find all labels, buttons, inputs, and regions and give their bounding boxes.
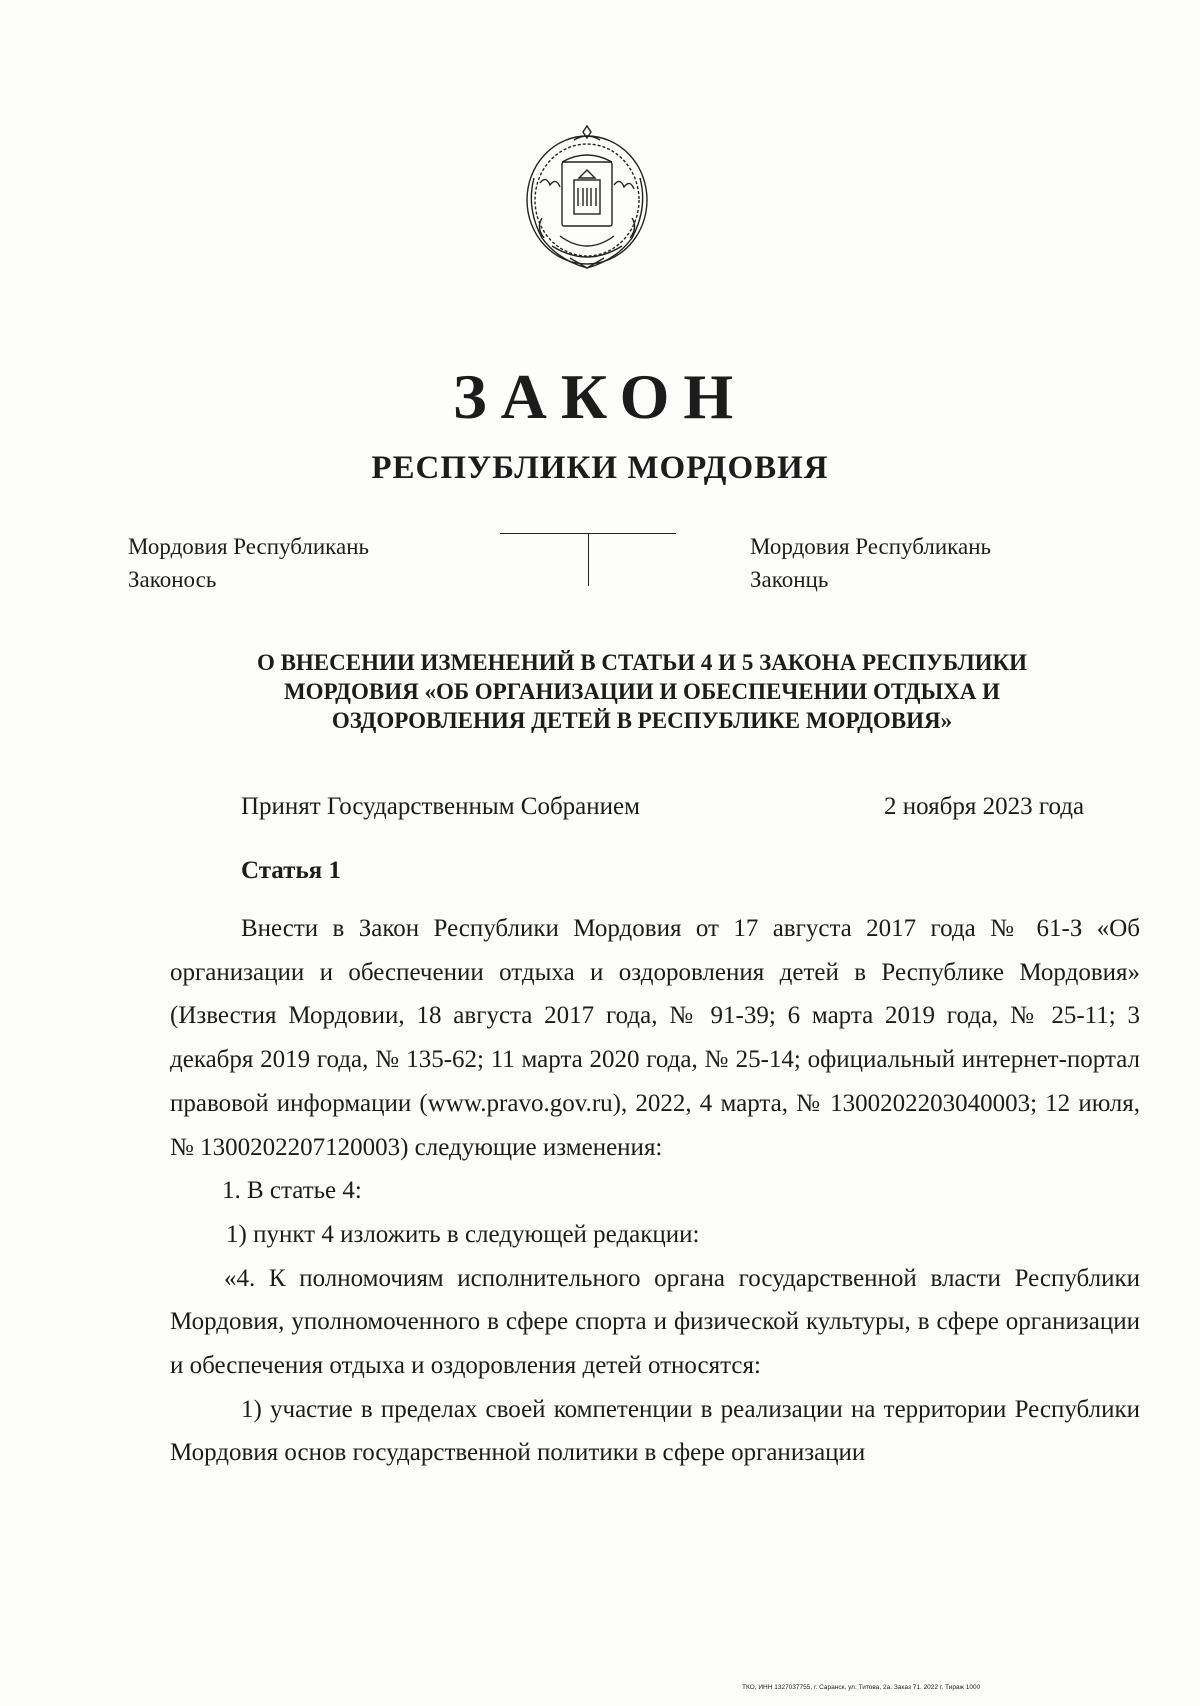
body-paragraph: Внести в Закон Республики Мордовия от 17 августа 2017 года № 61-З «Об организации и обеспечении отдыха и оздоровления детей в Республике Мордовия» (Известия Мордовии, 18 августа 2017 года, № 91-39; 6 марта 2019 года, № 25-11; 3 декабря 2019 года, № 135-62; 11 марта 2020 года, № 25-14; официальный интернет-портал правовой информации (www.pravo.gov.ru), 2022, 4 марта, № 1300202203040003; 12 июля, № 1300202207120003) следующие изменения: — [170, 915, 1140, 1161]
article-body — [170, 907, 1140, 1475]
coat-of-arms-icon — [512, 118, 662, 278]
left-label-line2: Законось — [128, 567, 217, 592]
document-type-heading: ЗАКОН — [452, 361, 748, 432]
adoption-statement: Принят Государственным Собранием — [241, 793, 640, 820]
right-label-block — [750, 530, 991, 596]
body-paragraph: 1) пункт 4 изложить в следующей редакции: — [226, 1220, 700, 1248]
issuing-authority-heading: РЕСПУБЛИКИ МОРДОВИЯ — [371, 450, 829, 486]
right-label-line2: Законць — [750, 567, 829, 592]
number-field-divider — [588, 533, 589, 586]
law-title-line2: МОРДОВИЯ «ОБ ОРГАНИЗАЦИИ И ОБЕСПЕЧЕНИИ ОТДЫХА И — [283, 679, 1001, 704]
article-heading: Статья 1 — [241, 857, 341, 884]
law-title-line1: О ВНЕСЕНИИ ИЗМЕНЕНИЙ В СТАТЬИ 4 И 5 ЗАКОНА РЕСПУБЛИКИ — [256, 650, 1028, 675]
coat-of-arms-emblem — [512, 118, 662, 278]
right-label-line1: Мордовия Республикань — [750, 534, 992, 559]
print-imprint: ТКО, ИНН 1327037755, г. Саранск, ул. Титова, 2а. Заказ 71. 2022 г. Тираж 1000 — [742, 1684, 981, 1691]
adoption-date: 2 ноября 2023 года — [884, 793, 1085, 820]
body-paragraph: 1) участие в пределах своей компетенции в реализации на территории Республики Мордовия основ государственной политики в сфере организации — [170, 1395, 1140, 1467]
left-label-block — [128, 530, 369, 596]
law-title — [160, 648, 1124, 735]
left-label-line1: Мордовия Республикань — [128, 534, 370, 559]
body-paragraph: 1. В статье 4: — [222, 1177, 362, 1205]
law-title-line3: ОЗДОРОВЛЕНИЯ ДЕТЕЙ В РЕСПУБЛИКЕ МОРДОВИЯ» — [331, 708, 953, 733]
body-paragraph: «4. К полномочиям исполнительного органа государственной власти Республики Мордовия, уполномоченного в сфере спорта и физической культуры, в сфере организации и обеспечения отдыха и оздоровления детей относятся: — [170, 1264, 1140, 1380]
